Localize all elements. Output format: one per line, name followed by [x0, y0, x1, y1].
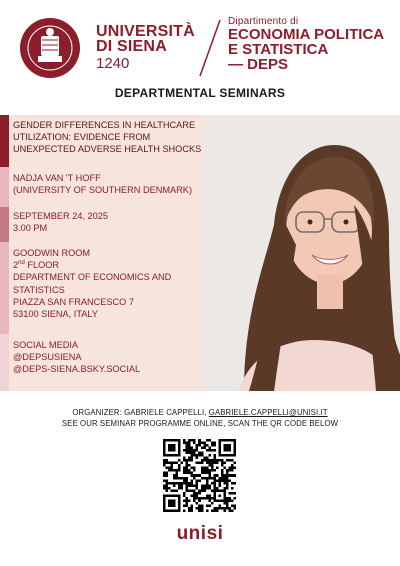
qr-code-icon[interactable] [163, 439, 236, 512]
department-name [228, 27, 384, 72]
venue-block [13, 247, 201, 320]
speaker-affiliation: (UNIVERSITY OF SOUTHERN DENMARK) [13, 185, 192, 196]
speaker-portrait [204, 115, 400, 391]
floor-suffix: nd [18, 260, 25, 267]
social-handle-instagram[interactable]: @DEPSUSIENA [13, 352, 82, 363]
university-year: 1240 [96, 55, 130, 72]
speaker-block [13, 172, 192, 196]
speaker-photo [204, 115, 400, 391]
social-handle-bluesky[interactable]: @DEPS-SIENA.BSKY.SOCIAL [13, 364, 141, 375]
speaker-name: NADJA VAN 'T HOFF [13, 173, 101, 183]
university-name [96, 24, 195, 54]
floor-word: FLOOR [27, 260, 60, 271]
university-name-line2: DI SIENA [96, 38, 167, 55]
floor-number: 2 [13, 260, 19, 271]
organizer-prefix: ORGANIZER: GABRIELE CAPPELLI, [72, 408, 209, 417]
department-name-line1: ECONOMIA POLITICA [228, 26, 385, 43]
room-name: GOODWIN ROOM [13, 248, 91, 258]
address-line2: 53100 SIENA, ITALY [13, 309, 98, 320]
university-seal-icon [20, 18, 80, 78]
organizer-line [0, 408, 400, 417]
accent-bar-speaker [0, 167, 9, 207]
department-name-line3: — DEPS [228, 56, 289, 73]
accent-bar-date [0, 207, 9, 242]
talk-title: GENDER DIFFERENCES IN HEALTHCARE UTILIZATION: EVIDENCE FROM UNEXPECTED ADVERSE HEALTH SHOCKS [13, 120, 202, 155]
seminar-date: SEPTEMBER 24, 2025 [13, 211, 108, 221]
social-heading: SOCIAL MEDIA [13, 340, 79, 350]
date-block [13, 210, 108, 234]
department-name-line2: E STATISTICA [228, 41, 329, 58]
organizer-email-link[interactable]: GABRIELE.CAPPELLI@UNISI.IT [208, 408, 328, 417]
department-address: DEPARTMENT OF ECONOMICS AND STATISTICS [13, 272, 172, 295]
accent-bar-social [0, 334, 9, 391]
unisi-logo: unisi [176, 523, 224, 544]
address-line1: PIAZZA SAN FRANCESCO 7 [13, 296, 134, 307]
accent-bar-venue [0, 242, 9, 334]
programme-line: SEE OUR SEMINAR PROGRAMME ONLINE, SCAN THE QR CODE BELOW [61, 419, 339, 428]
social-block [13, 339, 140, 376]
floor-info [13, 259, 201, 271]
header [0, 0, 400, 80]
department-label: Dipartimento di [228, 16, 299, 27]
page-title: DEPARTMENTAL SEMINARS [114, 86, 286, 100]
seminar-time: 3.00 PM [13, 223, 48, 234]
divider-slash [196, 18, 222, 78]
university-name-line1: UNIVERSITÀ [96, 23, 195, 40]
accent-bar-talk [0, 115, 9, 167]
